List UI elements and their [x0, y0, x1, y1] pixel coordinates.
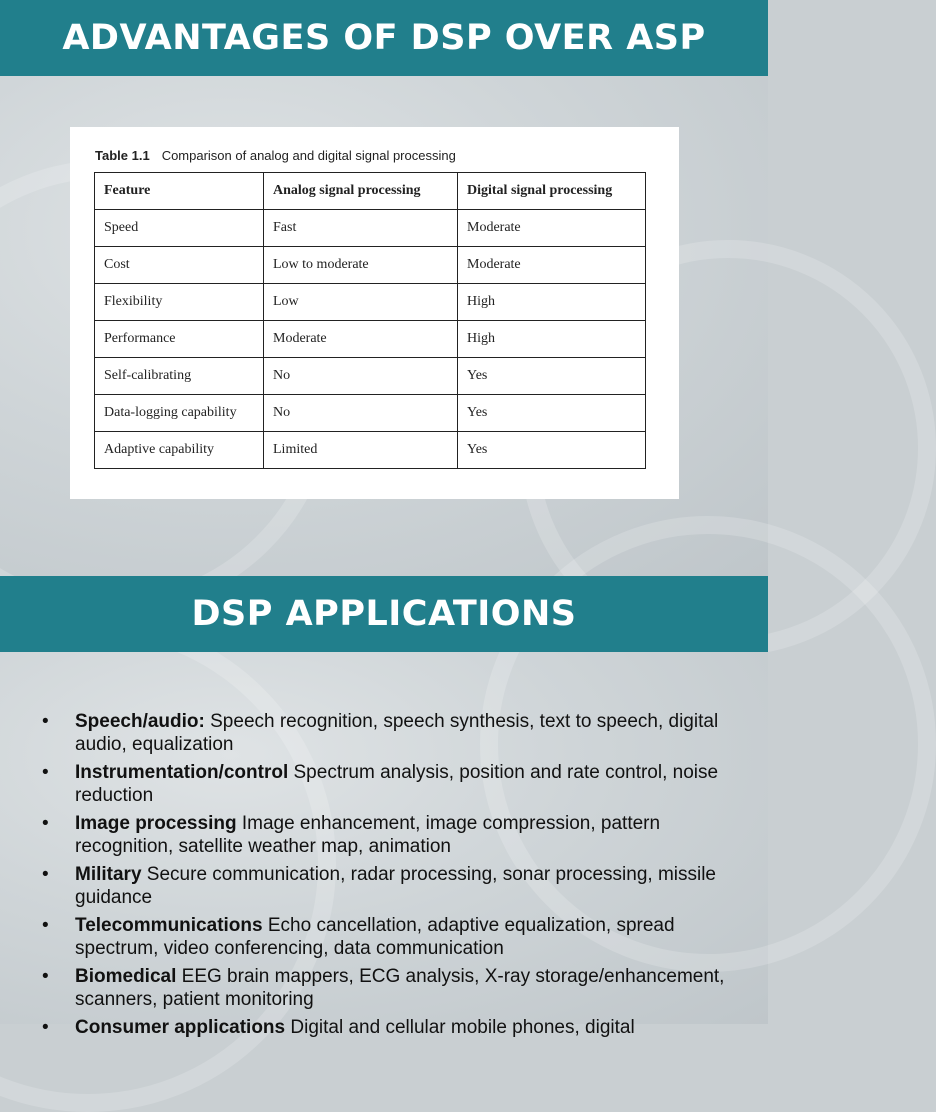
slide-advantages	[0, 0, 768, 576]
list-item	[40, 965, 740, 1011]
bullet-icon: •	[42, 915, 49, 936]
item-text: Secure communication, radar processing, sonar processing, missile guidance	[75, 864, 717, 908]
bullet-icon: •	[42, 711, 49, 732]
table-row	[95, 321, 646, 358]
table-row	[95, 432, 646, 469]
table-cell: Cost	[95, 247, 264, 284]
bullet-icon: •	[42, 762, 49, 783]
item-label: Instrumentation/control	[75, 762, 289, 783]
table-row	[95, 358, 646, 395]
table-row	[95, 210, 646, 247]
item-label: Consumer applications	[75, 1017, 286, 1038]
list-item	[40, 914, 740, 960]
list-item	[40, 710, 740, 756]
table-cell: Low	[264, 284, 458, 321]
table-row	[95, 284, 646, 321]
item-text: Echo cancellation, adaptive equalization, spread spectrum, video conferencing, data communication	[75, 915, 675, 959]
table-cell: Moderate	[458, 210, 646, 247]
bullet-icon: •	[42, 864, 49, 885]
table-cell: Moderate	[264, 321, 458, 358]
table-cell: Speed	[95, 210, 264, 247]
item-text: Speech recognition, speech synthesis, text to speech, digital audio, equalization	[75, 711, 719, 755]
list-item	[40, 761, 740, 807]
table-cell: Moderate	[458, 247, 646, 284]
table-cell: Flexibility	[95, 284, 264, 321]
slide-title: ADVANTAGES OF DSP OVER ASP	[0, 0, 768, 76]
table-cell: Fast	[264, 210, 458, 247]
comparison-table	[94, 172, 646, 469]
item-label: Image processing	[75, 813, 237, 834]
slide-applications	[0, 576, 768, 1038]
table-header-cell: Analog signal processing	[264, 173, 458, 210]
table-cell: Adaptive capability	[95, 432, 264, 469]
item-label: Biomedical	[75, 966, 177, 987]
table-cell: Low to moderate	[264, 247, 458, 284]
table-caption	[95, 148, 456, 163]
table-caption-label: Table 1.1	[95, 148, 150, 163]
table-header-cell: Digital signal processing	[458, 173, 646, 210]
table-cell: Performance	[95, 321, 264, 358]
item-text: Digital and cellular mobile phones, digital	[285, 1017, 635, 1038]
table-caption-text: Comparison of analog and digital signal processing	[161, 148, 456, 163]
table-cell: Limited	[264, 432, 458, 469]
table-cell: Yes	[458, 358, 646, 395]
list-item	[40, 812, 740, 858]
table-header-row	[95, 173, 646, 210]
table-cell: No	[264, 395, 458, 432]
comparison-table-card	[70, 127, 679, 499]
item-label: Military	[75, 864, 142, 885]
item-label: Telecommunications	[75, 915, 263, 936]
bullet-icon: •	[42, 1017, 49, 1038]
table-cell: No	[264, 358, 458, 395]
table-cell: Yes	[458, 432, 646, 469]
bullet-icon: •	[42, 813, 49, 834]
bullet-icon: •	[42, 966, 49, 987]
table-row	[95, 247, 646, 284]
table-cell: Data-logging capability	[95, 395, 264, 432]
table-row	[95, 395, 646, 432]
table-cell: Self-calibrating	[95, 358, 264, 395]
item-text: Spectrum analysis, position and rate control, noise reduction	[75, 762, 719, 806]
table-cell: High	[458, 321, 646, 358]
item-text: EEG brain mappers, ECG analysis, X-ray storage/enhancement, scanners, patient monitoring	[75, 966, 725, 1010]
item-text: Image enhancement, image compression, pattern recognition, satellite weather map, animation	[75, 813, 661, 857]
list-item	[40, 1016, 740, 1039]
table-cell: Yes	[458, 395, 646, 432]
slide-title: DSP APPLICATIONS	[0, 576, 768, 652]
table-header-cell: Feature	[95, 173, 264, 210]
table-cell: High	[458, 284, 646, 321]
applications-list	[40, 710, 740, 1044]
list-item	[40, 863, 740, 909]
item-label: Speech/audio:	[75, 711, 205, 732]
